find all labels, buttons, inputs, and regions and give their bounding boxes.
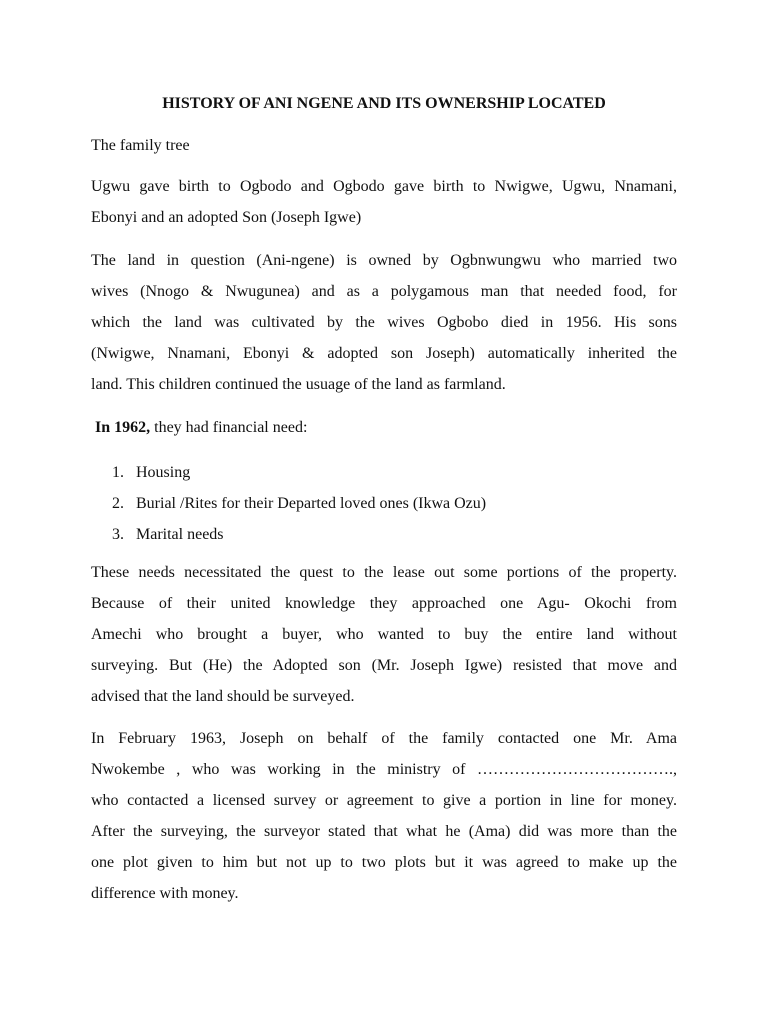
- text-line: Because of their united knowledge they approached one Agu- Okochi from: [91, 595, 677, 612]
- needs-list: [112, 457, 486, 550]
- text-line: Ugwu gave birth to Ogbodo and Ogbodo gave birth to Nwigwe, Ugwu, Nnamani,: [91, 178, 677, 195]
- text-line: wives (Nnogo & Nwugunea) and as a polygamous man that needed food, for: [91, 283, 677, 300]
- paragraph-financial-need: [95, 412, 681, 443]
- text-line: Nwokembe , who was working in the ministry of ……………………………….,: [91, 761, 677, 778]
- text-line: [95, 412, 681, 443]
- text-line: advised that the land should be surveyed.: [91, 688, 355, 705]
- list-item-text: Burial /Rites for their Departed loved ones (Ikwa Ozu): [136, 495, 487, 512]
- list-number: 3.: [112, 526, 124, 543]
- text-line: Amechi who brought a buyer, who wanted to buy the entire land without: [91, 626, 677, 643]
- text-line: Ebonyi and an adopted Son (Joseph Igwe): [91, 209, 362, 226]
- list-number: 2.: [112, 495, 124, 512]
- text-line: After the surveying, the surveyor stated that what he (Ama) did was more than the: [91, 823, 677, 840]
- text-line: In February 1963, Joseph on behalf of the family contacted one Mr. Ama: [91, 730, 677, 747]
- year-emphasis: In 1962,: [95, 419, 151, 436]
- list-item-text: Marital needs: [136, 526, 224, 543]
- text-line: which the land was cultivated by the wives Ogbobo died in 1956. His sons: [91, 314, 677, 331]
- paragraph-lease-quest: [91, 557, 677, 712]
- text-line: one plot given to him but not up to two plots but it was agreed to make up the: [91, 854, 677, 871]
- text-line: The family tree: [91, 137, 190, 154]
- text-line: These needs necessitated the quest to the lease out some portions of the property.: [91, 564, 677, 581]
- paragraph-lineage: [91, 171, 677, 233]
- list-item: [112, 519, 486, 550]
- text-line: (Nwigwe, Nnamani, Ebonyi & adopted son Joseph) automatically inherited the: [91, 345, 677, 362]
- text-line: surveying. But (He) the Adopted son (Mr. Joseph Igwe) resisted that move and: [91, 657, 677, 674]
- text-line: The land in question (Ani-ngene) is owned by Ogbnwungwu who married two: [91, 252, 677, 269]
- text-fragment: they had financial need:: [150, 419, 308, 436]
- list-item: [112, 488, 486, 519]
- text-line: land. This children continued the usuage of the land as farmland.: [91, 376, 506, 393]
- text-line: who contacted a licensed survey or agreement to give a portion in line for money.: [91, 792, 677, 809]
- paragraph-land-ownership: [91, 245, 677, 400]
- family-tree-heading: [91, 130, 677, 161]
- list-number: 1.: [112, 464, 124, 481]
- text-line: difference with money.: [91, 885, 239, 902]
- list-item-text: Housing: [136, 464, 191, 481]
- paragraph-survey: [91, 723, 677, 909]
- document-title: HISTORY OF ANI NGENE AND ITS OWNERSHIP LOCATED: [162, 95, 606, 112]
- list-item: [112, 457, 486, 488]
